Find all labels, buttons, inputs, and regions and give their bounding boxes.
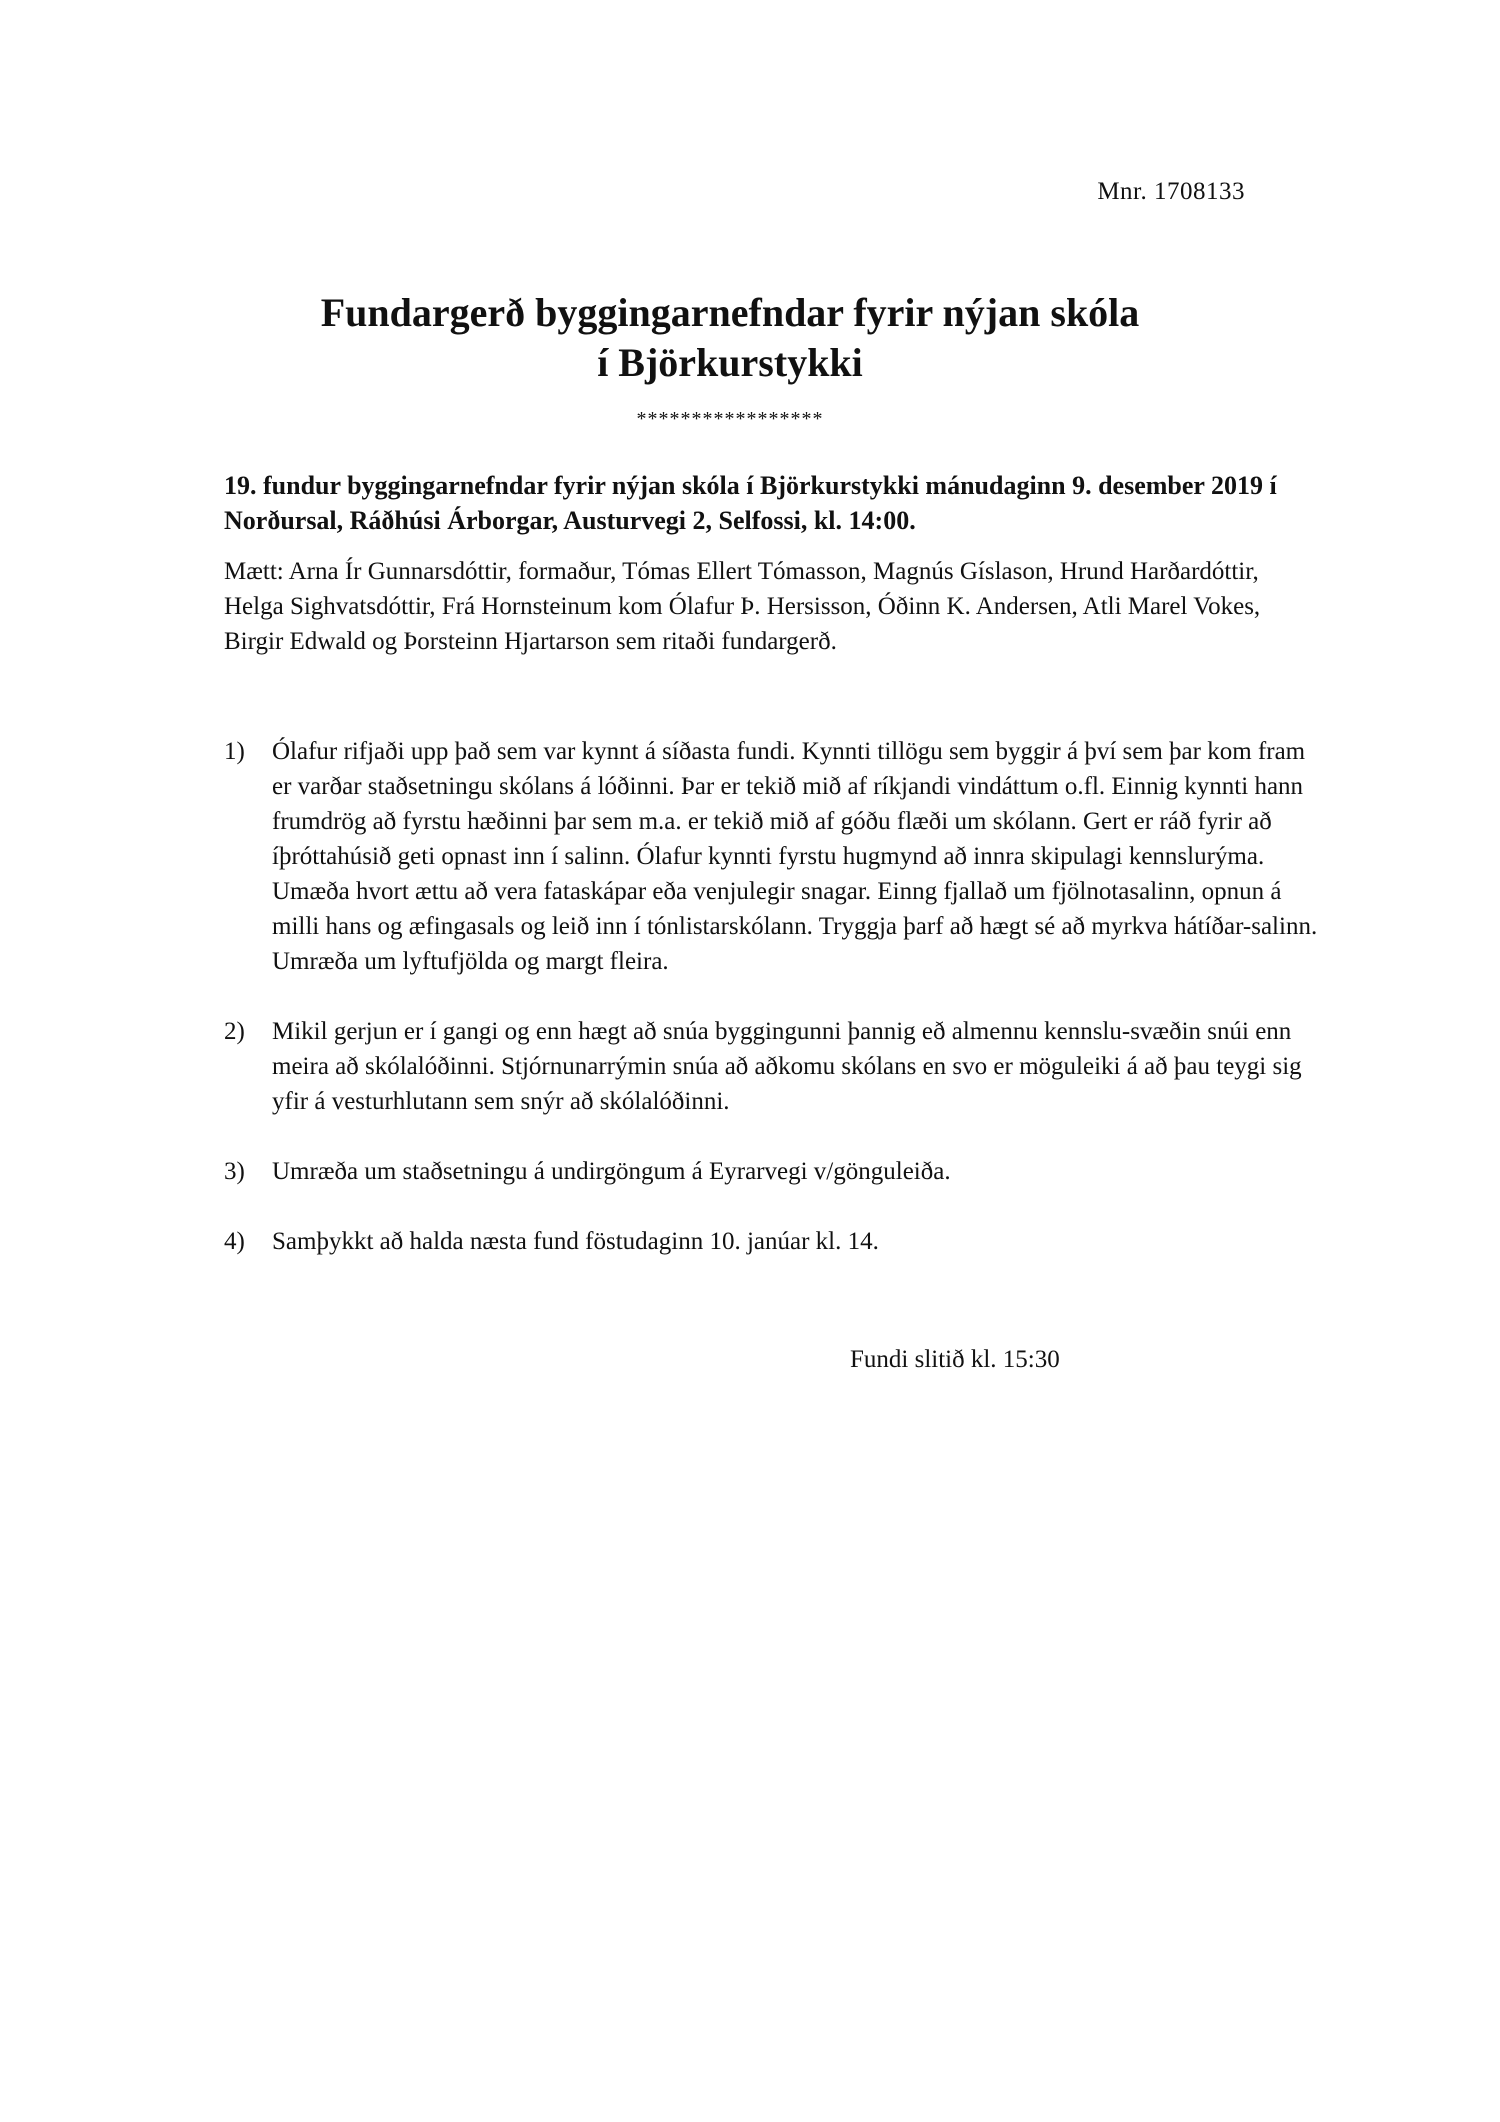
agenda-item-number: 2) — [224, 1018, 245, 1045]
agenda-item-text: Samþykkt að halda næsta fund föstudaginn 10. janúar kl. 14. — [272, 1228, 879, 1255]
reference-number: Mnr. 1708133 — [1097, 178, 1245, 205]
agenda-item-text: Mikil gerjun er í gangi og enn hægt að snúa byggingunni þannig eð almennu kennslu-svæðin snúi enn meira að skólalóðinni. Stjórnunarrýmin snúa að aðkomu skólans en svo er möguleiki á að þau teygi sig yfir á vesturhlutann sem snýr að skólalóðinni. — [272, 1018, 1302, 1115]
agenda-item — [224, 1224, 1319, 1259]
closing-line: Fundi slitið kl. 15:30 — [850, 1346, 1060, 1373]
title-line-1: Fundargerð byggingarnefndar fyrir nýjan skóla — [320, 290, 1140, 335]
agenda-items — [224, 734, 1319, 1294]
separator: ***************** — [636, 408, 824, 430]
document-title — [230, 288, 1230, 388]
attendees: Mætt: Arna Ír Gunnarsdóttir, formaður, Tómas Ellert Tómasson, Magnús Gíslason, Hrund Harðardóttir, Helga Sighvatsdóttir, Frá Hornsteinum kom Ólafur Þ. Hersisson, Óðinn K. Andersen, Atli Marel Vokes, Birgir Edwald og Þorsteinn Hjartarson sem ritaði fundargerð. — [224, 558, 1261, 655]
agenda-item — [224, 1014, 1319, 1119]
meeting-info: 19. fundur byggingarnefndar fyrir nýjan skóla í Björkurstykki mánudaginn 9. desember 2019 í Norðursal, Ráðhúsi Árborgar, Austurvegi 2, Selfossi, kl. 14:00. — [224, 471, 1277, 535]
agenda-item-text: Ólafur rifjaði upp það sem var kynnt á síðasta fundi. Kynnti tillögu sem byggir á því sem þar kom fram er varðar staðsetningu skólans á lóðinni. Þar er tekið mið af ríkjandi vindáttum o.fl. Einnig kynnti hann frumdrög að fyrstu hæðinni þar sem m.a. er tekið mið af góðu flæði um skólann. Gert er ráð fyrir að íþróttahúsið geti opnast inn í salinn. Ólafur kynnti fyrstu hugmynd að innra skipulagi kennslurýma. Umæða hvort ættu að vera fataskápar eða venjulegir snagar. Einng fjallað um fjölnotasalinn, opnun á milli hans og æfingasals og leið inn í tónlistarskólann. Tryggja þarf að hægt sé að myrkva hátíðar-salinn. Umræða um lyftufjölda og margt fleira. — [272, 738, 1318, 975]
agenda-item — [224, 1154, 1319, 1189]
agenda-item-text: Umræða um staðsetningu á undirgöngum á Eyrarvegi v/gönguleiða. — [272, 1158, 951, 1185]
agenda-item — [224, 734, 1319, 979]
agenda-item-number: 1) — [224, 738, 245, 765]
title-line-2: í Björkurstykki — [597, 340, 863, 385]
agenda-item-number: 4) — [224, 1228, 245, 1255]
agenda-item-number: 3) — [224, 1158, 245, 1185]
